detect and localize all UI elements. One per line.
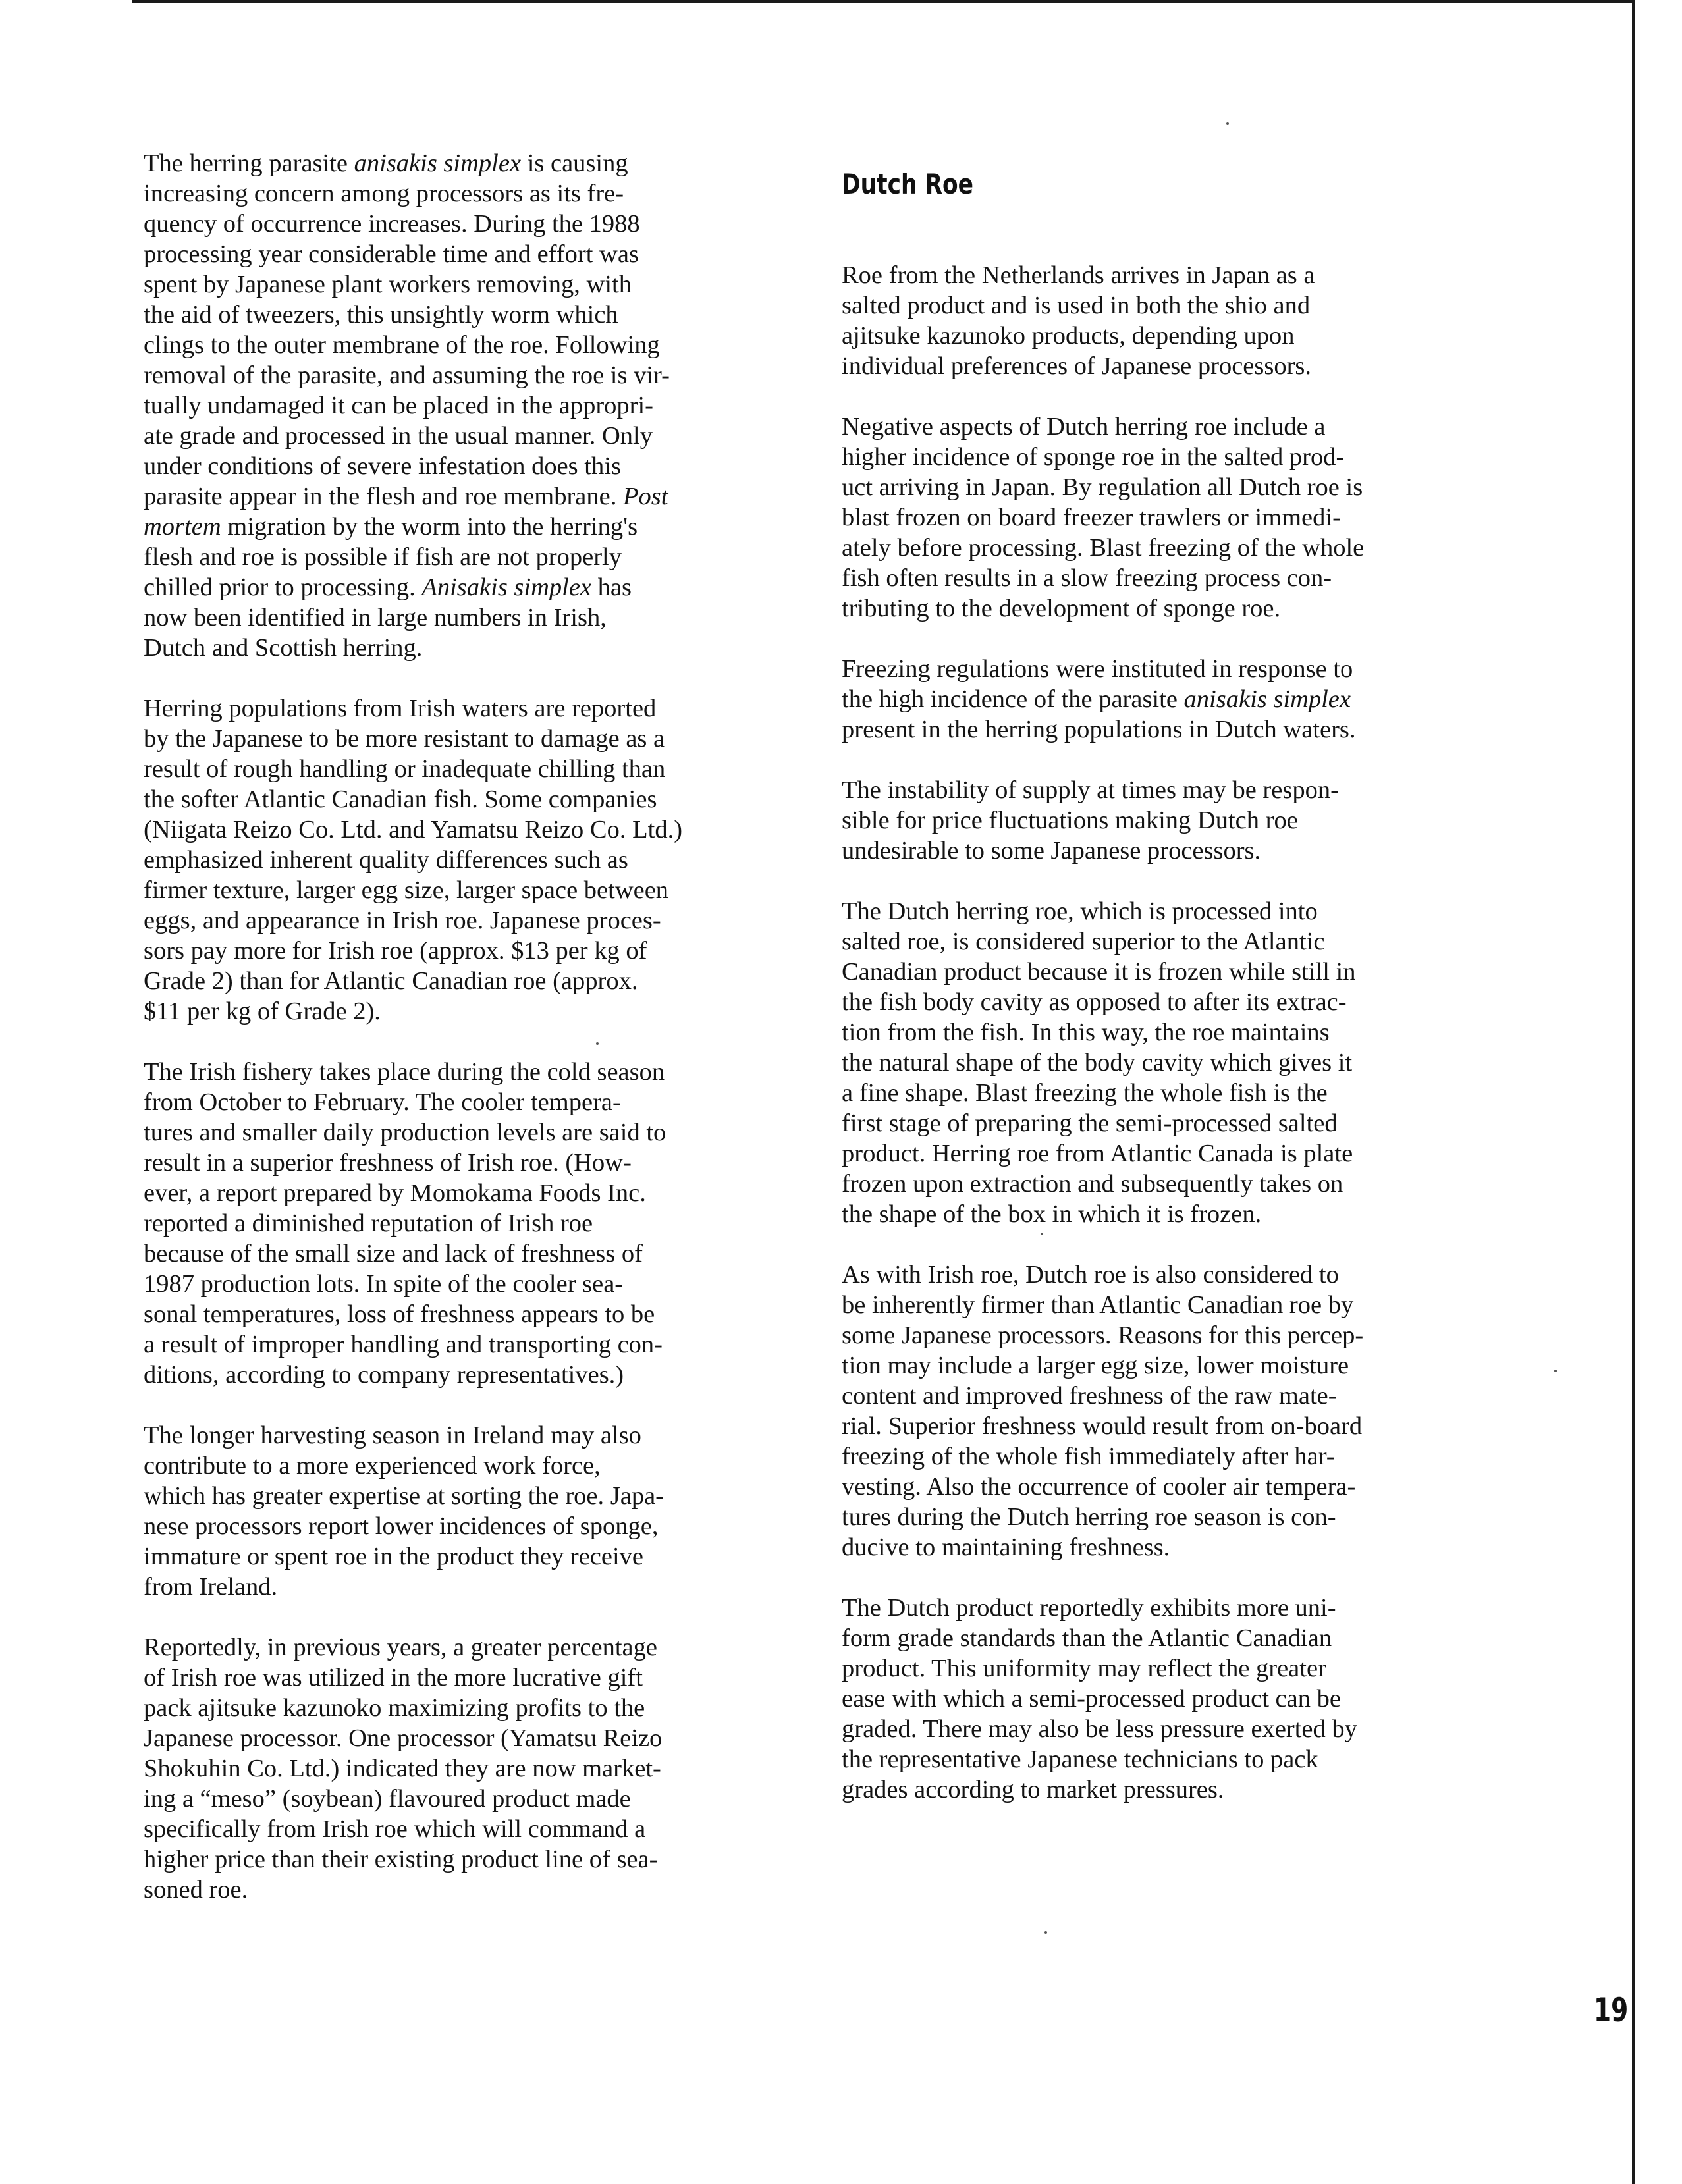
text-line: ing a “meso” (soybean) flavoured product made bbox=[144, 1785, 631, 1813]
text-line: from October to February. The cooler tempera- bbox=[144, 1088, 621, 1116]
text-line: As with Irish roe, Dutch roe is also considered to bbox=[842, 1261, 1339, 1289]
text-line: ducive to maintaining freshness. bbox=[842, 1533, 1170, 1561]
text-line: result of rough handling or inadequate chilling than bbox=[144, 755, 666, 783]
text-line: undesirable to some Japanese processors. bbox=[842, 837, 1261, 865]
text-line: salted roe, is considered superior to the Atlantic bbox=[842, 928, 1325, 955]
text-line: firmer texture, larger egg size, larger space between bbox=[144, 876, 669, 904]
text-line: tion may include a larger egg size, lower moisture bbox=[842, 1352, 1349, 1379]
text-line: chilled prior to processing. Anisakis simplex has bbox=[144, 573, 632, 601]
paragraph bbox=[144, 1057, 822, 1390]
text-line: tion from the fish. In this way, the roe maintains bbox=[842, 1019, 1330, 1046]
text-line: removal of the parasite, and assuming the roe is vir- bbox=[144, 361, 670, 389]
italic-term: anisakis simplex bbox=[354, 149, 522, 177]
text-line: the shape of the box in which it is frozen. bbox=[842, 1200, 1262, 1228]
paragraph bbox=[842, 412, 1520, 624]
text-line: Grade 2) than for Atlantic Canadian roe (approx. bbox=[144, 967, 638, 995]
scan-speck bbox=[1226, 122, 1229, 125]
text-line: ately before processing. Blast freezing of the whole bbox=[842, 534, 1365, 562]
text-line: result in a superior freshness of Irish roe. (How- bbox=[144, 1149, 632, 1177]
scan-speck bbox=[1044, 1931, 1047, 1934]
text-line: quency of occurrence increases. During the 1988 bbox=[144, 210, 640, 238]
text-line: the natural shape of the body cavity which gives it bbox=[842, 1049, 1353, 1077]
text-line: be inherently firmer than Atlantic Canadian roe by bbox=[842, 1291, 1354, 1319]
text-line: The longer harvesting season in Ireland may also bbox=[144, 1422, 641, 1449]
text-line: Canadian product because it is frozen while still in bbox=[842, 958, 1356, 986]
text-line: salted product and is used in both the shio and bbox=[842, 292, 1311, 319]
text-line: a result of improper handling and transporting con- bbox=[144, 1331, 663, 1358]
text-line: some Japanese processors. Reasons for this percep- bbox=[842, 1321, 1364, 1349]
text-line: processing year considerable time and effort was bbox=[144, 240, 639, 268]
text-line: Freezing regulations were instituted in response to bbox=[842, 655, 1353, 683]
text-line: ditions, according to company representatives.) bbox=[144, 1361, 624, 1389]
text-line: graded. There may also be less pressure exerted by bbox=[842, 1715, 1357, 1743]
paragraph bbox=[144, 693, 822, 1026]
text-line: specifically from Irish roe which will command a bbox=[144, 1815, 646, 1843]
text-line: now been identified in large numbers in Irish, bbox=[144, 604, 607, 631]
text-line: tributing to the development of sponge roe. bbox=[842, 595, 1281, 622]
text-line: from Ireland. bbox=[144, 1573, 278, 1601]
text-line: The Irish fishery takes place during the cold season bbox=[144, 1058, 665, 1086]
text-line: because of the small size and lack of freshness of bbox=[144, 1240, 643, 1267]
text-line: contribute to a more experienced work force, bbox=[144, 1452, 601, 1479]
text-line: parasite appear in the flesh and roe membrane. Post bbox=[144, 483, 668, 510]
text-line: The instability of supply at times may be respon- bbox=[842, 776, 1339, 804]
text-line: soned roe. bbox=[144, 1876, 248, 1904]
top-border-rule bbox=[132, 0, 1633, 3]
text-line: Japanese processor. One processor (Yamatsu Reizo bbox=[144, 1724, 663, 1752]
right-column bbox=[842, 148, 1520, 1835]
paragraph bbox=[144, 1420, 822, 1602]
text-line: frozen upon extraction and subsequently takes on bbox=[842, 1170, 1343, 1198]
text-line: which has greater expertise at sorting the roe. Japa- bbox=[144, 1482, 665, 1510]
left-column bbox=[144, 148, 822, 1935]
text-line: Dutch and Scottish herring. bbox=[144, 634, 423, 662]
text-line: product. Herring roe from Atlantic Canada is plate bbox=[842, 1140, 1353, 1167]
text-line: higher price than their existing product line of sea- bbox=[144, 1846, 658, 1873]
paragraph bbox=[842, 654, 1520, 745]
text-line: grades according to market pressures. bbox=[842, 1776, 1224, 1803]
text-line: freezing of the whole fish immediately after har- bbox=[842, 1443, 1335, 1470]
text-line: vesting. Also the occurrence of cooler air tempera- bbox=[842, 1473, 1356, 1501]
text-line: 1987 production lots. In spite of the cooler sea- bbox=[144, 1270, 624, 1298]
text-line: mortem migration by the worm into the herring's bbox=[144, 513, 638, 541]
text-line: sors pay more for Irish roe (approx. $13 per kg of bbox=[144, 937, 647, 965]
text-line: the high incidence of the parasite anisakis simplex bbox=[842, 685, 1351, 713]
text-line: The Dutch product reportedly exhibits more uni- bbox=[842, 1594, 1336, 1622]
text-line: a fine shape. Blast freezing the whole fish is the bbox=[842, 1079, 1328, 1107]
scan-speck bbox=[1554, 1370, 1557, 1372]
text-line: tures and smaller daily production levels are said to bbox=[144, 1119, 666, 1146]
text-line: The herring parasite anisakis simplex is causing bbox=[144, 149, 628, 177]
text-line: individual preferences of Japanese processors. bbox=[842, 352, 1312, 380]
text-line: Negative aspects of Dutch herring roe include a bbox=[842, 413, 1326, 440]
text-line: the softer Atlantic Canadian fish. Some companies bbox=[144, 786, 657, 813]
text-line: the aid of tweezers, this unsightly worm which bbox=[144, 301, 618, 329]
text-line: increasing concern among processors as its fre- bbox=[144, 180, 624, 207]
italic-term: Post bbox=[622, 483, 668, 510]
text-line: Herring populations from Irish waters are reported bbox=[144, 695, 657, 722]
text-line: flesh and roe is possible if fish are not properly bbox=[144, 543, 622, 571]
text-line: pack ajitsuke kazunoko maximizing profits to the bbox=[144, 1694, 645, 1722]
text-line: first stage of preparing the semi-processed salted bbox=[842, 1109, 1338, 1137]
text-line: ease with which a semi-processed product can be bbox=[842, 1685, 1341, 1713]
text-line: higher incidence of sponge roe in the salted prod- bbox=[842, 443, 1345, 471]
right-border-rule bbox=[1632, 0, 1635, 2184]
text-line: fish often results in a slow freezing process con- bbox=[842, 564, 1332, 592]
text-line: Roe from the Netherlands arrives in Japan as a bbox=[842, 261, 1315, 289]
paragraph bbox=[842, 896, 1520, 1229]
text-line: under conditions of severe infestation does this bbox=[144, 452, 621, 480]
right-column-body bbox=[842, 260, 1520, 1805]
paragraph bbox=[842, 775, 1520, 866]
text-line: content and improved freshness of the raw mate- bbox=[842, 1382, 1337, 1410]
text-line: blast frozen on board freezer trawlers or immedi- bbox=[842, 504, 1341, 531]
paragraph bbox=[842, 260, 1520, 381]
text-line: Shokuhin Co. Ltd.) indicated they are now market- bbox=[144, 1755, 661, 1782]
text-line: reported a diminished reputation of Irish roe bbox=[144, 1210, 593, 1237]
text-line: the representative Japanese technicians to pack bbox=[842, 1745, 1318, 1773]
text-line: by the Japanese to be more resistant to damage as a bbox=[144, 725, 665, 753]
text-line: sible for price fluctuations making Dutch roe bbox=[842, 807, 1298, 834]
paragraph bbox=[842, 1593, 1520, 1805]
text-line: uct arriving in Japan. By regulation all Dutch roe is bbox=[842, 473, 1363, 501]
text-line: eggs, and appearance in Irish roe. Japanese proces- bbox=[144, 907, 661, 934]
text-line: tures during the Dutch herring roe season is con- bbox=[842, 1503, 1336, 1531]
paragraph bbox=[842, 1260, 1520, 1562]
text-line: of Irish roe was utilized in the more lucrative gift bbox=[144, 1664, 643, 1691]
text-line: spent by Japanese plant workers removing, with bbox=[144, 271, 632, 298]
text-line: form grade standards than the Atlantic Canadian bbox=[842, 1624, 1332, 1652]
text-line: ate grade and processed in the usual manner. Only bbox=[144, 422, 653, 450]
text-line: ajitsuke kazunoko products, depending upon bbox=[842, 322, 1295, 350]
text-line: (Niigata Reizo Co. Ltd. and Yamatsu Reizo Co. Ltd.) bbox=[144, 816, 683, 843]
paragraph bbox=[144, 1632, 822, 1905]
italic-term: anisakis simplex bbox=[1183, 685, 1351, 713]
paragraph bbox=[144, 148, 822, 663]
page-number: 19 bbox=[1594, 1991, 1629, 2029]
text-line: rial. Superior freshness would result from on-board bbox=[842, 1412, 1363, 1440]
text-line: immature or spent roe in the product they receive bbox=[144, 1543, 644, 1570]
text-line: the fish body cavity as opposed to after its extrac- bbox=[842, 988, 1347, 1016]
text-line: present in the herring populations in Dutch waters. bbox=[842, 716, 1356, 743]
text-line: ever, a report prepared by Momokama Foods Inc. bbox=[144, 1179, 646, 1207]
text-line: emphasized inherent quality differences such as bbox=[144, 846, 628, 874]
text-line: clings to the outer membrane of the roe. Following bbox=[144, 331, 660, 359]
italic-term: mortem bbox=[144, 513, 221, 541]
text-line: nese processors report lower incidences of sponge, bbox=[144, 1512, 659, 1540]
text-line: Reportedly, in previous years, a greater percentage bbox=[144, 1634, 657, 1661]
italic-term: Anisakis simplex bbox=[421, 573, 592, 601]
section-heading-dutch-roe: Dutch Roe bbox=[842, 168, 974, 200]
text-line: $11 per kg of Grade 2). bbox=[144, 998, 381, 1025]
text-line: The Dutch herring roe, which is processed into bbox=[842, 897, 1318, 925]
text-line: product. This uniformity may reflect the greater bbox=[842, 1655, 1326, 1682]
text-line: tually undamaged it can be placed in the appropri- bbox=[144, 392, 653, 419]
text-line: sonal temperatures, loss of freshness appears to be bbox=[144, 1300, 655, 1328]
